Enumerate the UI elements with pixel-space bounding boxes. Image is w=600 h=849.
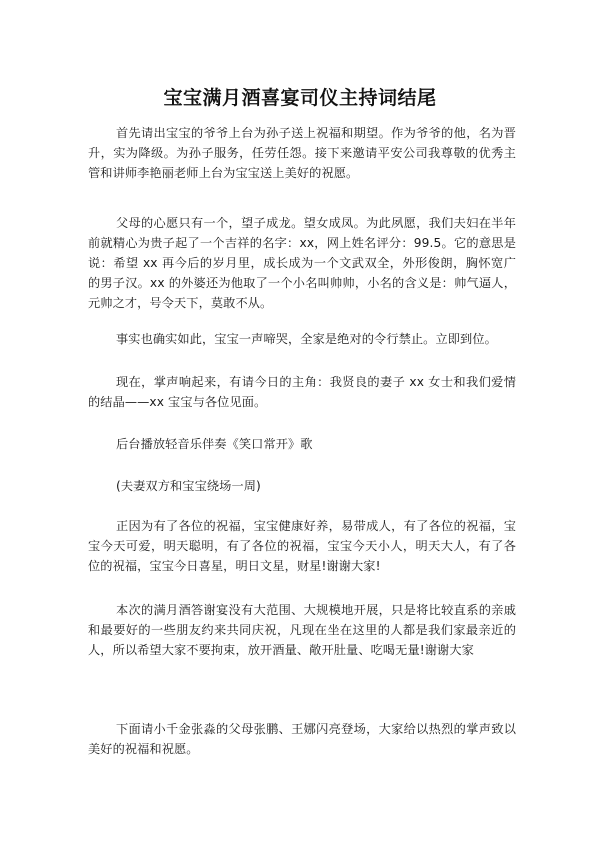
paragraph: 下面请小千金张淼的父母张鹏、王娜闪亮登场，大家给以热烈的掌声致以美好的祝福和祝愿。 xyxy=(88,722,516,756)
paragraph: 事实也确实如此，宝宝一声啼哭，全家是绝对的令行禁止。立即到位。 xyxy=(116,332,497,346)
paragraph: 正因为有了各位的祝福，宝宝健康好养，易带成人，有了各位的祝福，宝宝今天可爱，明天聪明，有了各位的祝福，宝宝今天小人，明天大人，有了各位的祝福，宝宝今日喜星，明日文星，财星!谢谢大家! xyxy=(88,519,516,573)
page-title: 宝宝满月酒喜宴司仪主持词结尾 xyxy=(163,87,437,109)
paragraph: 本次的满月酒答谢宴没有大范围、大规模地开展，只是将比较直系的亲戚和最要好的一些朋友约来共同庆祝，凡现在坐在这里的人都是我们家最亲近的人，所以希望大家不要拘束，放开酒量、敞开肚量、吃喝无量!谢谢大家 xyxy=(88,603,516,657)
paragraph: 首先请出宝宝的爷爷上台为孙子送上祝福和期望。作为爷爷的他，名为晋升，实为降级。为孙子服务，任劳任怨。接下来邀请平安公司我尊敬的优秀主管和讲师李艳丽老师上台为宝宝送上美好的祝愿。 xyxy=(88,126,516,180)
paragraph: 后台播放轻音乐伴奏《笑口常开》歌 xyxy=(116,437,313,451)
paragraph: 现在，掌声响起来，有请今日的主角：我贤良的妻子 xx 女士和我们爱情的结晶——xx 宝宝与各位见面。 xyxy=(88,375,516,409)
paragraph: 父母的心愿只有一个，望子成龙。望女成凤。为此夙愿，我们夫妇在半年前就精心为贵子起了一个吉祥的名字：xx，网上姓名评分：99.5。它的意思是说：希望 xx 再今后的岁月里，成长成为一个文武双全，外形俊朗，胸怀宽广的男子汉。xx 的外婆还为他取了一个小名叫帅帅，小名的含义是：帅气逼人，元帅之才，号令天下，莫敢不从。 xyxy=(88,216,516,310)
paragraph: (夫妻双方和宝宝绕场一周) xyxy=(116,479,261,493)
